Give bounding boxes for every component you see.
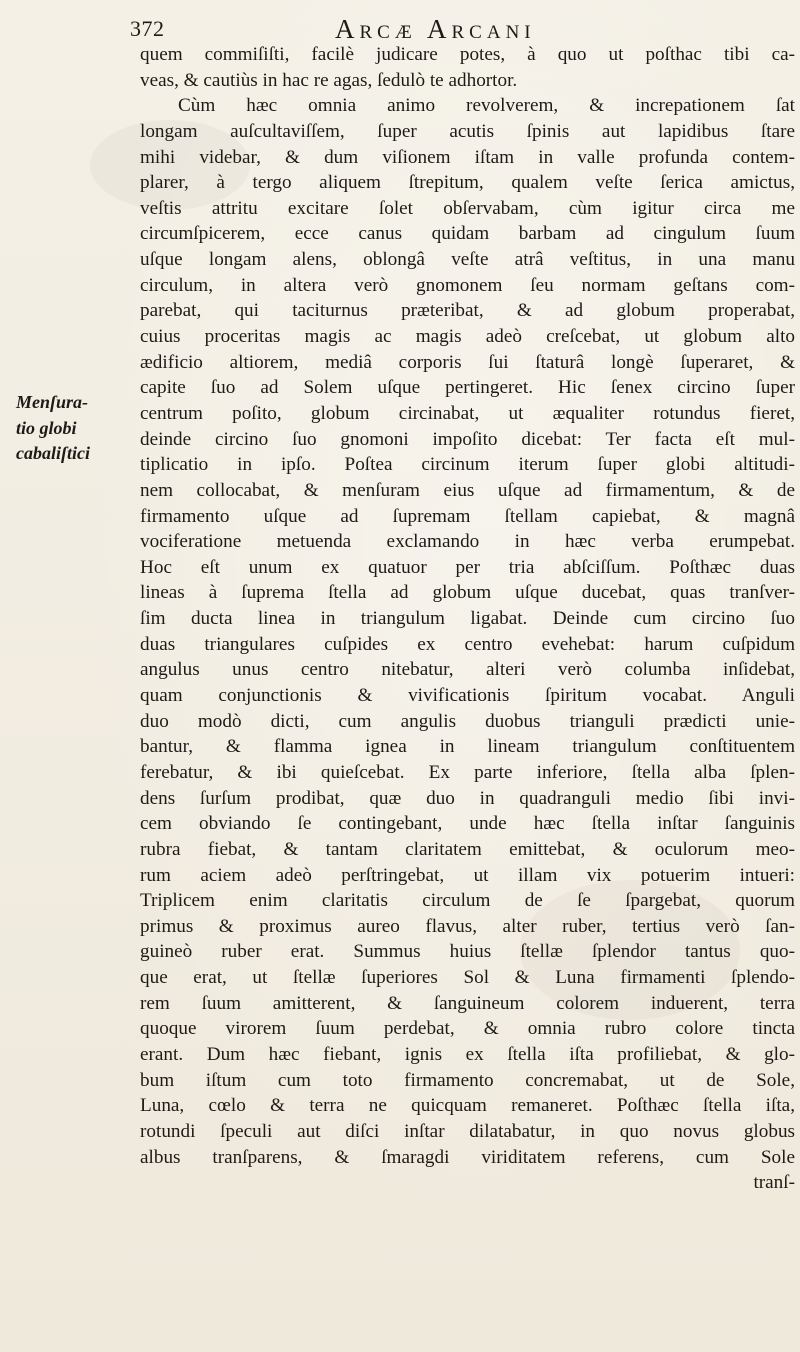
text-line: que erat, ut ſtellæ ſuperiores Sol & Luna firmamenti ſplendo- <box>140 967 795 989</box>
text-line: longam auſcultaviſſem, ſuper acutis ſpinis aut lapidibus ſtare <box>140 120 795 142</box>
text-line: Luna, cœlo & terra ne quicquam remaneret. Poſthæc ſtella iſta, <box>140 1095 795 1117</box>
text-line: ferebatur, & ibi quieſcebat. Ex parte inferiore, ſtella alba ſplen- <box>140 761 795 783</box>
text-line: quam conjunctionis & vivificationis ſpiritum vocabat. Anguli <box>140 685 795 707</box>
margin-note-line: tio globi <box>16 417 77 438</box>
text-line: circulum, in altera verò gnomonem ſeu normam geſtans com- <box>140 274 795 296</box>
text-line: firmamento uſque ad ſupremam ſtellam capiebat, & magnâ <box>140 505 795 527</box>
text-line: albus tranſparens, & ſmaragdi viriditatem referens, cum Sole <box>140 1146 795 1168</box>
text-line: centrum poſito, globum circinabat, ut æqualiter rotundus fieret, <box>140 402 795 424</box>
text-line: nem collocabat, & menſuram eius uſque ad firmamentum, & de <box>140 479 795 501</box>
text-line: guineò ruber erat. Summus huius ſtellæ ſplendor tantus quo- <box>140 941 795 963</box>
text-line: Hoc eſt unum ex quatuor per tria abſciſſum. Poſthæc duas <box>140 556 795 578</box>
text-line: bum iſtum cum toto firmamento concremabat, ut de Sole, <box>140 1069 795 1091</box>
text-line: capite ſuo ad Solem uſque pertingeret. Hic ſenex circino ſuper <box>140 377 795 399</box>
text-line: quoque virorem ſuum perdebat, & omnia rubro colore tincta <box>140 1018 795 1040</box>
text-line: Cùm hæc omnia animo revolverem, & increpationem ſat <box>178 95 795 117</box>
text-line: lineas à ſuprema ſtella ad globum uſque ducebat, quas tranſver- <box>140 582 795 604</box>
text-line: veas, & cautiùs in hac re agas, ſedulò te adhortor. <box>140 69 518 91</box>
text-line: rotundi ſpeculi aut diſci inſtar dilatabatur, in quo novus globus <box>140 1120 795 1142</box>
text-line: rubra fiebat, & tantam claritatem emittebat, & oculorum meo- <box>140 838 795 860</box>
text-line: duo modò dicti, cum angulis duobus trianguli prædicti unie- <box>140 710 795 732</box>
margin-note-line: cabaliſtici <box>16 443 90 464</box>
text-line: cuius proceritas magis ac magis adeò creſcebat, ut globum alto <box>140 326 795 348</box>
text-line: erant. Dum hæc fiebant, ignis ex ſtella iſta profiliebat, & glo- <box>140 1043 795 1065</box>
text-line: primus & proximus aureo flavus, alter ruber, tertius verò ſan- <box>140 915 795 937</box>
text-line: circumſpicerem, ecce canus quidam barbam ad cingulum ſuum <box>140 223 795 245</box>
text-line: dens ſurſum prodibat, quæ duo in quadranguli medio ſibi invi- <box>140 787 795 809</box>
text-line: cem obviando ſe contingebant, unde hæc ſtella inſtar ſanguinis <box>140 813 795 835</box>
margin-note-line: Menſura- <box>16 392 89 412</box>
text-line: ædificio altiorem, mediâ corporis ſui ſtaturâ longè ſuperaret, & <box>140 351 795 373</box>
body-text <box>140 42 795 1196</box>
text-line: uſque longam alens, oblongâ veſte atrâ veſtitus, in una manu <box>140 249 795 271</box>
catchword: tranſ- <box>753 1172 795 1194</box>
text-line: angulus unus centro nitebatur, alteri verò columba inſidebat, <box>140 659 795 681</box>
text-line: parebat, qui taciturnus præteribat, & ad globum properabat, <box>140 300 795 322</box>
text-line: deinde circino ſuo gnomoni impoſito dicebat: Ter facta eſt mul- <box>140 428 795 450</box>
running-title: Arcæ Arcani <box>335 14 536 44</box>
margin-note <box>16 390 141 467</box>
text-line: plarer, à tergo aliquem ſtrepitum, qualem veſte ſerica amictus, <box>140 172 795 194</box>
text-line: Triplicem enim claritatis circulum de ſe ſpargebat, quorum <box>140 890 795 912</box>
text-line: quem commiſiſti, facilè judicare potes, à quo ut poſthac tibi ca- <box>140 44 795 65</box>
text-line: ſim ducta linea in triangulum ligabat. Deinde cum circino ſuo <box>140 608 795 630</box>
text-line: bantur, & flamma ignea in lineam triangulum conſtituentem <box>140 736 795 758</box>
text-line: rum aciem adeò perſtringebat, ut illam vix potuerim intueri: <box>140 864 795 886</box>
text-line: duas triangulares cuſpides ex centro evehebat: harum cuſpidum <box>140 633 795 655</box>
page-number: 372 <box>130 16 165 41</box>
text-line: tiplicatio in ipſo. Poſtea circinum iterum ſuper globi altitudi- <box>140 454 795 476</box>
text-line: mihi videbar, & dum viſionem iſtam in valle profunda contem- <box>140 146 795 168</box>
text-line: veſtis attritu excitare ſolet obſervabam, cùm igitur circa me <box>140 197 795 219</box>
page-header <box>130 14 740 44</box>
text-line: vociferatione metuenda exclamando in hæc verba erumpebat. <box>140 531 795 553</box>
text-line: rem ſuum amitterent, & ſanguineum colorem induerent, terra <box>140 992 795 1014</box>
